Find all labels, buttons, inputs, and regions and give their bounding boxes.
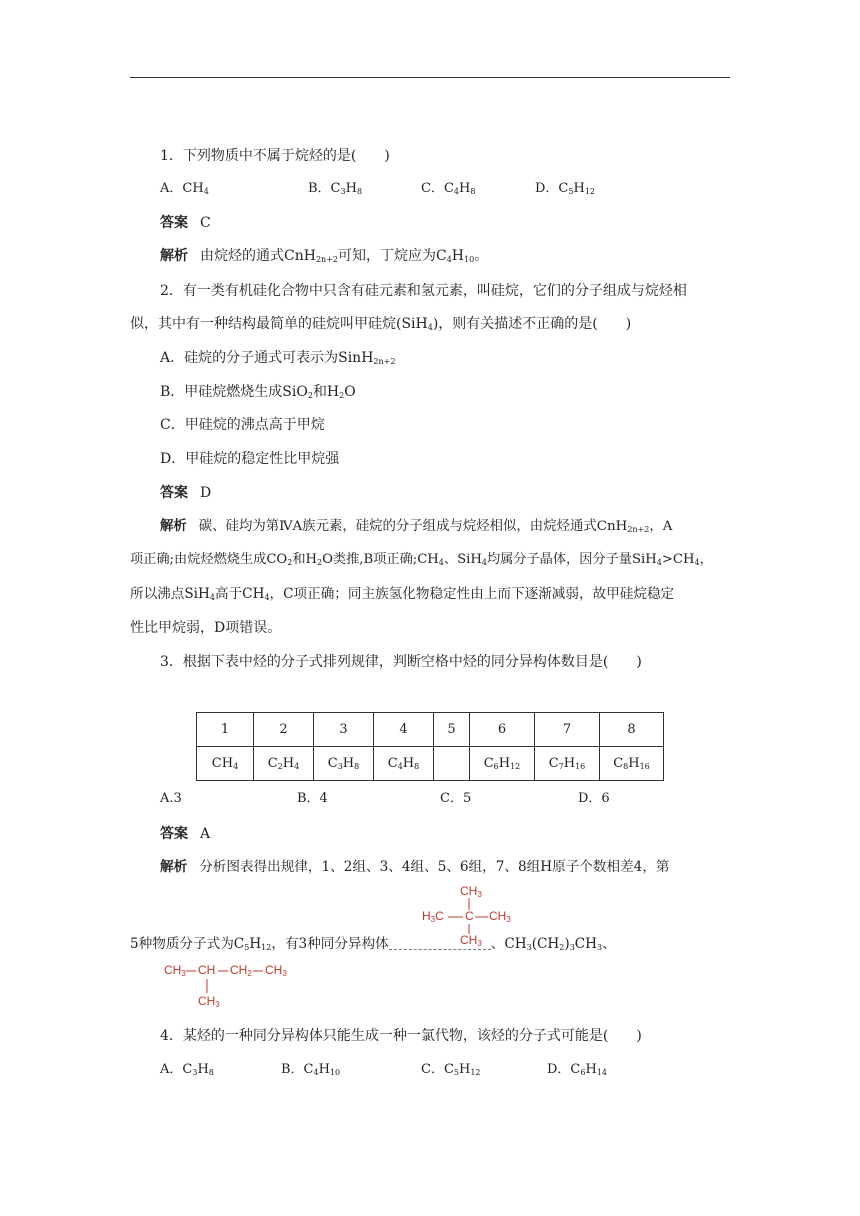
q1-option-d[interactable]: D．$C_5H_{12}$: [535, 181, 595, 196]
q2-analysis-line3: 所以沸点SiH$_4$高于$CH_4$，C项正确；同主族氢化物稳定性由上而下逐渐减弱，故甲硅烷稳定: [130, 586, 675, 602]
neo-right-group: $CH_3$: [489, 909, 511, 924]
neo-bottom-group: $CH_3$: [460, 933, 482, 948]
iso-group-2: CH: [198, 963, 216, 977]
table-cell-blank: [434, 747, 470, 781]
q4-option-b[interactable]: B．$C_4H_{10}$: [281, 1062, 341, 1077]
q3-option-a[interactable]: A.3: [160, 791, 182, 806]
header-rule: [130, 77, 730, 78]
q3-analysis-line1: 解析 分析图表得出规律，1、2组、3、4组、5、6组，7、8组H原子个数相差4，第: [160, 859, 670, 875]
iso-branch-group: $CH_3$: [198, 994, 220, 1009]
q3-option-b[interactable]: B．4: [297, 791, 328, 806]
iso-group-4: $CH_3$: [265, 963, 287, 978]
q4-stem: 4．某烃的一种同分异构体只能生成一种一氯代物，该烃的分子式可能是( ): [160, 1028, 642, 1044]
q1-answer: 答案 C: [160, 215, 211, 231]
q1-option-a[interactable]: A．$CH_4$: [160, 181, 209, 196]
isopentane-structure: [162, 960, 302, 1008]
q4-option-c[interactable]: C．$C_5H_{12}$: [421, 1062, 481, 1077]
q1-option-b[interactable]: B．$C_3H_8$: [308, 181, 363, 196]
q1-stem: 1．下列物质中不属于烷烃的是( ): [160, 148, 390, 164]
table-cell: $C_2H_4$: [254, 747, 314, 781]
table-header-cell: 7: [535, 713, 600, 747]
table-header-cell: 2: [254, 713, 314, 747]
table-cell: $C_6H_{12}$: [470, 747, 535, 781]
neo-top-group: $CH_3$: [460, 884, 482, 899]
q3-option-c[interactable]: C．5: [440, 791, 472, 806]
q2-answer: 答案 D: [160, 485, 212, 501]
table-formula-row: [197, 747, 664, 781]
table-header-cell: 3: [314, 713, 374, 747]
neo-center-atom: C: [465, 909, 474, 923]
formula-table: [196, 712, 664, 781]
q2-stem-line2: 似，其中有一种结构最简单的硅烷叫甲硅烷(SiH$_4$)，则有关描述不正确的是( ): [130, 316, 632, 332]
q2-analysis-line4: 性比甲烷弱，D项错误。: [130, 620, 282, 636]
q3-option-d[interactable]: D．6: [578, 791, 610, 806]
q2-option-b[interactable]: B．甲硅烷燃烧生成SiO$_2$和$H_2O$: [160, 384, 356, 400]
table-cell: $C_3H_8$: [314, 747, 374, 781]
q3-stem: 3．根据下表中烃的分子式排列规律，判断空格中烃的同分异构体数目是( ): [160, 654, 642, 670]
q2-option-d[interactable]: D．甲硅烷的稳定性比甲烷强: [160, 451, 340, 467]
q4-option-a[interactable]: A．$C_3H_8$: [160, 1062, 214, 1077]
q3-answer: 答案 A: [160, 826, 211, 842]
table-header-row: [197, 713, 664, 747]
table-header-cell: 4: [374, 713, 434, 747]
table-header-cell: 5: [434, 713, 470, 747]
table-header-cell: 1: [197, 713, 254, 747]
table-cell: $C_7H_{16}$: [535, 747, 600, 781]
q4-option-d[interactable]: D．$C_6H_{14}$: [547, 1062, 607, 1077]
iso-group-1: $CH_3$: [164, 963, 186, 978]
table-cell: $C_8H_{16}$: [600, 747, 664, 781]
table-cell: $C_4H_8$: [374, 747, 434, 781]
q3-analysis-line2: 5种物质分子式为$C_5H_{12}$，有3种同分异构体 、$CH_3(CH_2)_3CH_3$、: [130, 936, 616, 952]
table-header-cell: 6: [470, 713, 535, 747]
iso-group-3: $CH_2$: [230, 963, 252, 978]
q2-analysis-line1: 解析 碳、硅均为第ⅣA族元素，硅烷的分子组成与烷烃相似，由烷烃通式CnH$_{2n+2}$，A: [160, 519, 673, 534]
q1-option-c[interactable]: C．$C_4H_8$: [421, 181, 476, 196]
q1-analysis: 解析 由烷烃的通式CnH$_{2n+2}$可知，丁烷应为$C_4H_{10}$。: [160, 248, 489, 264]
table-header-cell: 8: [600, 713, 664, 747]
q2-option-a[interactable]: A．硅烷的分子通式可表示为SinH$_{2n+2}$: [160, 350, 396, 366]
q2-stem-line1: 2．有一类有机硅化合物中只含有硅元素和氢元素，叫硅烷，它们的分子组成与烷烃相: [160, 283, 687, 299]
q2-option-c[interactable]: C．甲硅烷的沸点高于甲烷: [160, 417, 325, 433]
blank-underline: [389, 949, 491, 950]
neo-left-group: $H_3C$: [422, 909, 444, 924]
table-cell: $CH_4$: [197, 747, 254, 781]
q2-analysis-line2: 项正确;由烷烃燃烧生成$CO_2$和$H_2O$类推,B项正确$;CH_4$、SiH$_4$均属分子晶体，因分子量$SiH_4>CH_4$，: [130, 552, 713, 567]
